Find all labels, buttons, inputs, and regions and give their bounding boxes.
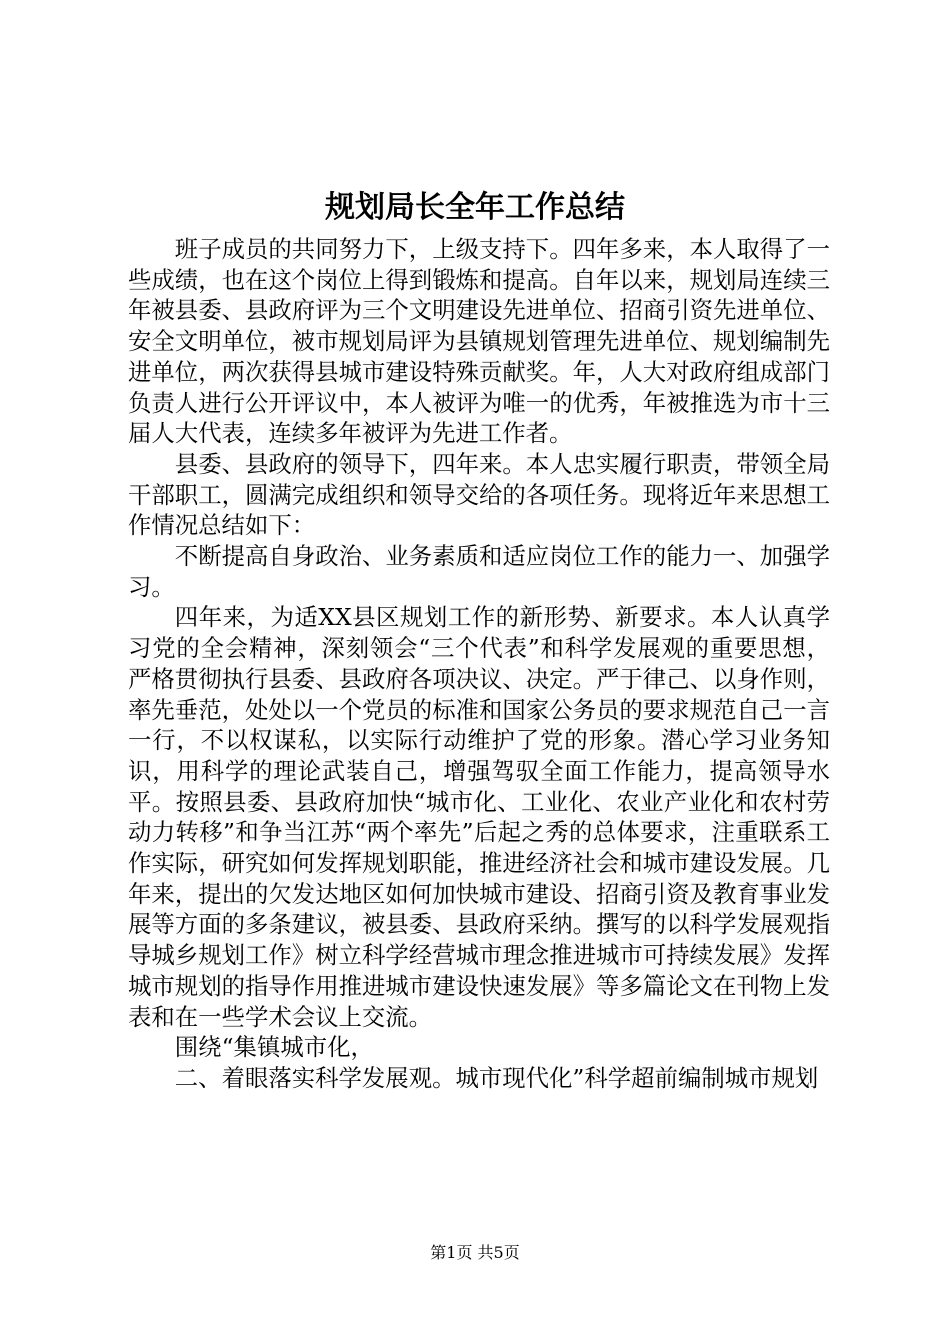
paragraph: 四年来，为适XX县区规划工作的新形势、新要求。本人认真学习党的全会精神，深刻领会“三个代表”和科学发展观的重要思想，严格贯彻执行县委、县政府各项决议、决定。严于律己、以身作则，率先垂范，处处以一个党员的标准和国家公务员的要求规范自己一言一行，不以权谋私，以实际行动维护了党的形象。潜心学习业务知识，用科学的理论武装自己，增强驾驭全面工作能力，提高领导水平。按照县委、县政府加快“城市化、工业化、农业产业化和农村劳动力转移”和争当江苏“两个率先”后起之秀的总体要求，注重联系工作实际，研究如何发挥规划职能，推进经济社会和城市建设发展。几年来，提出的欠发达地区如何加快城市建设、招商引资及教育事业发展等方面的多条建议，被县委、县政府采纳。撰写的以科学发展观指导城乡规划工作》树立科学经营城市理念推进城市可持续发展》发挥城市规划的指导作用推进城市建设快速发展》等多篇论文在刊物上发表和在一些学术会议上交流。: [128, 603, 830, 1031]
paragraph: 围绕“集镇城市化，: [174, 1033, 374, 1062]
paragraph: 不断提高自身政治、业务素质和适应岗位工作的能力一、加强学习。: [128, 542, 830, 601]
page-number-footer: 第1页 共5页: [430, 1243, 520, 1262]
paragraph: 二、着眼落实科学发展观。城市现代化”科学超前编制城市规划: [174, 1063, 819, 1092]
paragraph: 县委、县政府的领导下，四年来。本人忠实履行职责，带领全局干部职工，圆满完成组织和领导交给的各项任务。现将近年来思想工作情况总结如下：: [128, 449, 830, 540]
paragraph: 班子成员的共同努力下，上级支持下。四年多来，本人取得了一些成绩，也在这个岗位上得到锻炼和提高。自年以来，规划局连续三年被县委、县政府评为三个文明建设先进单位、招商引资先进单位、安全文明单位，被市规划局评为县镇规划管理先进单位、规划编制先进单位，两次获得县城市建设特殊贡献奖。年，人大对政府组成部门负责人进行公开评议中，本人被评为唯一的优秀，年被推选为市十三届人大代表，连续多年被评为先进工作者。: [128, 235, 830, 448]
document-title: 规划局长全年工作总结: [325, 190, 625, 225]
document-body: [128, 234, 830, 1094]
